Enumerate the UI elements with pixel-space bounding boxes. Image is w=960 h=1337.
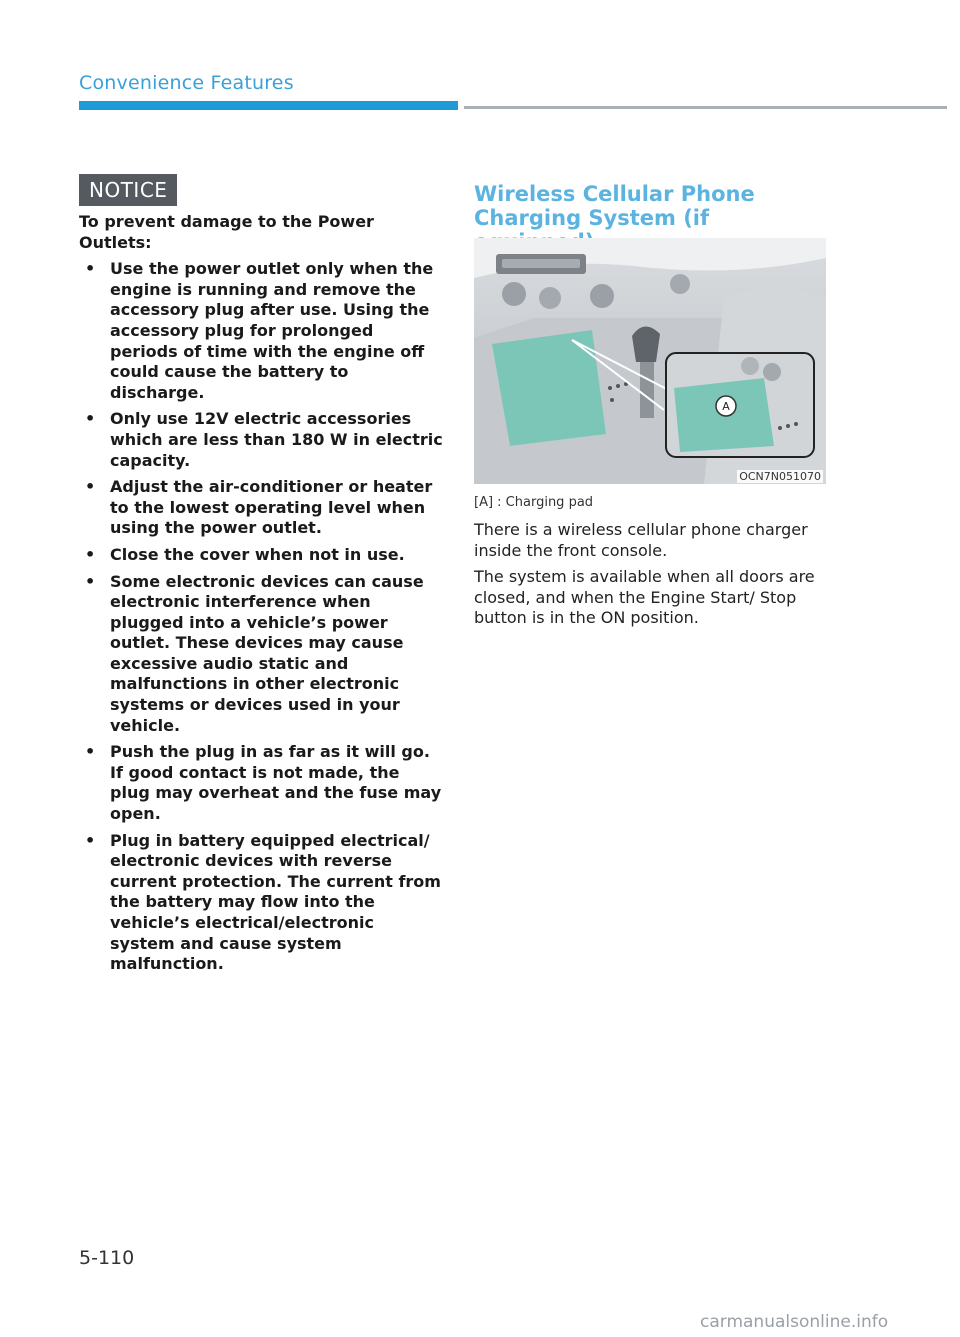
section-title: Wireless Cellular Phone Charging System (if bbox=[474, 182, 755, 230]
list-item-text: Push the plug in as far as it will go. If good contact is not made, the plug may overheat and the fuse may open. bbox=[110, 742, 442, 824]
charging-pad bbox=[492, 330, 606, 446]
console-drawing bbox=[474, 238, 826, 484]
list-item-text: Adjust the air-conditioner or heater to the lowest operating level when using the power outlet. bbox=[110, 477, 433, 538]
list-item-text: Close the cover when not in use. bbox=[110, 544, 405, 564]
bullet: • bbox=[85, 571, 96, 591]
bullet: • bbox=[85, 409, 96, 429]
page-number: 5-110 bbox=[79, 1247, 135, 1269]
list-item-text: Plug in battery equipped electrical/ electronic devices with reverse current protection. The current from the battery may flow into the vehicle’s electrical/electronic system and cause system malfunction. bbox=[110, 830, 441, 974]
bullet: • bbox=[85, 830, 96, 850]
section-body bbox=[474, 520, 836, 635]
paragraph: The system is available when all doors are closed, and when the Engine Start/ Stop button is in the ON position. bbox=[474, 567, 815, 628]
callout-a-label: A bbox=[722, 400, 730, 413]
paragraph: There is a wireless cellular phone charger inside the front console. bbox=[474, 520, 808, 560]
list-item bbox=[79, 259, 444, 403]
list-item bbox=[79, 742, 444, 824]
notice-badge: NOTICE bbox=[79, 174, 177, 206]
list-item bbox=[79, 477, 444, 539]
watermark: carmanualsonline.info bbox=[700, 1312, 889, 1332]
charging-pad-illustration bbox=[474, 238, 826, 484]
list-item bbox=[79, 545, 444, 566]
list-item bbox=[79, 409, 444, 471]
bullet: • bbox=[85, 742, 96, 762]
notice-body bbox=[79, 212, 444, 981]
list-item-text: Some electronic devices can cause electronic interference when plugged into a vehicle’s power outlet. These devices may cause excessive audio static and malfunctions in other electronic systems or devices used in your vehicle. bbox=[110, 571, 424, 735]
figure-caption: [A] : Charging pad bbox=[474, 495, 594, 510]
bullet: • bbox=[85, 477, 96, 497]
list-item bbox=[79, 572, 444, 737]
bullet: • bbox=[85, 259, 96, 279]
list-item bbox=[79, 831, 444, 975]
bullet: • bbox=[85, 544, 96, 564]
header-rule-accent bbox=[79, 101, 458, 110]
chapter-title: Convenience Features bbox=[79, 72, 294, 94]
list-item-text: Only use 12V electric accessories which are less than 180 W in electric capacity. bbox=[110, 409, 443, 470]
figure-code: OCN7N051070 bbox=[739, 470, 821, 483]
header-rule bbox=[464, 106, 947, 109]
list-item-text: Use the power outlet only when the engine is running and remove the accessory plug after use. Using the accessory plug for prolonged periods of time with the engine off could cause the battery to discharge. bbox=[110, 259, 434, 402]
notice-list bbox=[79, 259, 444, 975]
notice-intro: To prevent damage to the Power Outlets: bbox=[79, 212, 374, 252]
